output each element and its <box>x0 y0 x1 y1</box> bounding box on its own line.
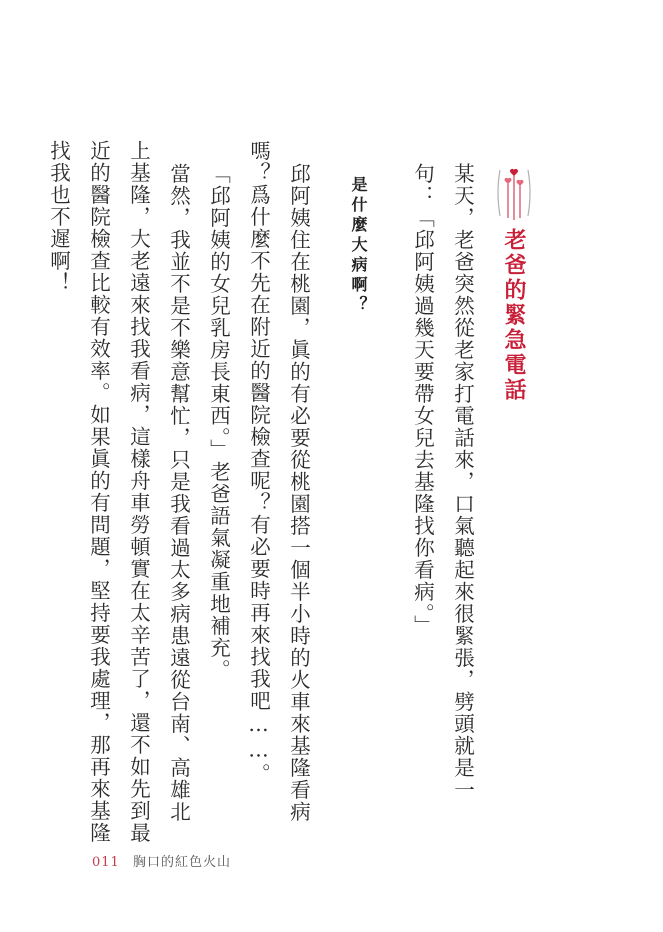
body-column-2: 句：「邱阿姨過幾天要帶女兒去基隆找你看病。」 <box>410 163 435 637</box>
chapter-title: 老爸的緊急電話 <box>501 228 526 403</box>
page-number: 011 <box>92 855 120 870</box>
body-column-9: 找我也不遲啊！ <box>46 140 71 294</box>
body-column-7: 上基隆，大老遠來找我看病，這樣舟車勞頓實在太辛苦了，還不如先到最 <box>126 140 151 844</box>
book-title: 胸口的紅色火山 <box>132 855 231 870</box>
body-column-3: 邱阿姨住在桃園，眞的有必要從桃園搭一個半小時的火車來基隆看病 <box>286 163 311 823</box>
body-column-5: 「邱阿姨的女兒乳房長東西。」老爸語氣凝重地補充。 <box>206 163 231 681</box>
body-column-6: 當然，我並不是不樂意幫忙，只是我看過太多病患遠從台南、高雄北 <box>166 163 191 823</box>
body-column-4: 嗎？爲什麼不先在附近的醫院檢查呢？有必要時再來找我吧……。 <box>246 140 271 785</box>
body-column-8: 近的醫院檢查比較有效率。如果眞的有問題，堅持要我處理，那再來基隆 <box>86 140 111 844</box>
heart-flowers-icon <box>494 160 534 224</box>
body-column-1: 某天，老爸突然從老家打電話來，口氣聽起來很緊張，劈頭就是一 <box>450 163 475 801</box>
page-footer <box>92 851 231 870</box>
section-subtitle: 是什麼大病啊？ <box>349 176 368 316</box>
